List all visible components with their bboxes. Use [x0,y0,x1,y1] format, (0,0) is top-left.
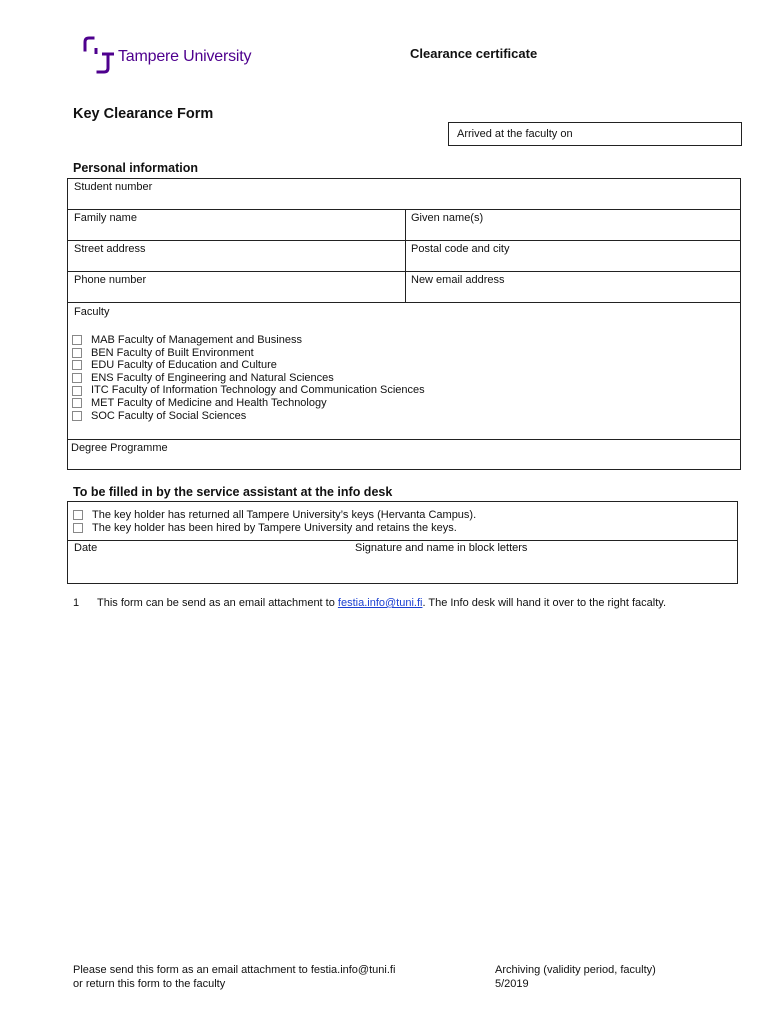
logo-text: Tampere University [118,48,252,65]
infodesk-heading: To be filled in by the service assistant at the info desk [73,485,393,499]
form-title: Key Clearance Form [73,106,214,122]
family-name-field[interactable]: Family name [74,212,137,224]
footer-return-instruction: or return this form to the faculty [73,978,226,990]
keys-retained-option[interactable]: The key holder has been hired by Tampere University and retains the keys. [73,522,476,535]
faculty-label: Faculty [74,306,110,318]
given-names-field[interactable]: Given name(s) [411,212,484,224]
faculty-option-ben[interactable]: BEN Faculty of Built Environment [72,347,425,360]
footnote [73,597,666,609]
footer-left [73,963,395,991]
keys-returned-option[interactable]: The key holder has returned all Tampere University’s keys (Hervanta Campus). [73,509,476,522]
new-email-field[interactable]: New email address [411,274,505,286]
checkbox[interactable] [72,411,82,421]
faculty-section [68,302,740,439]
checkbox[interactable] [73,523,83,533]
street-address-field[interactable]: Street address [74,243,146,255]
degree-programme-field[interactable]: Degree Programme [71,442,168,454]
student-number-field[interactable]: Student number [74,181,153,193]
footnote-text-before: This form can be send as an email attachment to [97,597,338,609]
phone-number-field[interactable]: Phone number [74,274,147,286]
footer-send-instruction: Please send this form as an email attachment to festia.info@tuni.fi [73,964,396,976]
university-logo [82,34,272,78]
personal-information-table [67,178,741,470]
arrived-at-faculty-field[interactable] [448,122,742,146]
checkbox[interactable] [72,360,82,370]
footer-right [495,963,656,991]
checkbox[interactable] [72,386,82,396]
checkbox[interactable] [72,373,82,383]
postal-city-field[interactable]: Postal code and city [411,243,510,255]
arrived-label: Arrived at the faculty on [457,128,573,140]
checkbox[interactable] [72,335,82,345]
faculty-option-ens[interactable]: ENS Faculty of Engineering and Natural Sciences [72,372,425,385]
footnote-number: 1 [73,597,80,609]
tampere-logo-icon [82,34,116,78]
archiving-note: Archiving (validity period, faculty) [495,964,656,976]
faculty-option-edu[interactable]: EDU Faculty of Education and Culture [72,359,425,372]
faculty-option-soc[interactable]: SOC Faculty of Social Sciences [72,410,425,423]
checkbox[interactable] [73,510,83,520]
faculty-option-met[interactable]: MET Faculty of Medicine and Health Technology [72,397,425,410]
form-version: 5/2019 [495,978,529,990]
faculty-option-itc[interactable]: ITC Faculty of Information Technology and Communication Sciences [72,384,425,397]
personal-information-heading: Personal information [73,161,199,175]
faculty-option-mab[interactable]: MAB Faculty of Management and Business [72,334,425,347]
footnote-text-after: . The Info desk will hand it over to the right facalty. [422,597,667,609]
document-type: Clearance certificate [410,46,538,61]
infodesk-options [73,509,476,534]
date-field[interactable]: Date [74,542,98,554]
signature-field[interactable]: Signature and name in block letters [355,542,528,554]
email-link[interactable]: festia.info@tuni.fi [337,597,423,609]
faculty-checkbox-list [72,334,425,422]
checkbox[interactable] [72,398,82,408]
infodesk-table [67,501,738,584]
checkbox[interactable] [72,348,82,358]
